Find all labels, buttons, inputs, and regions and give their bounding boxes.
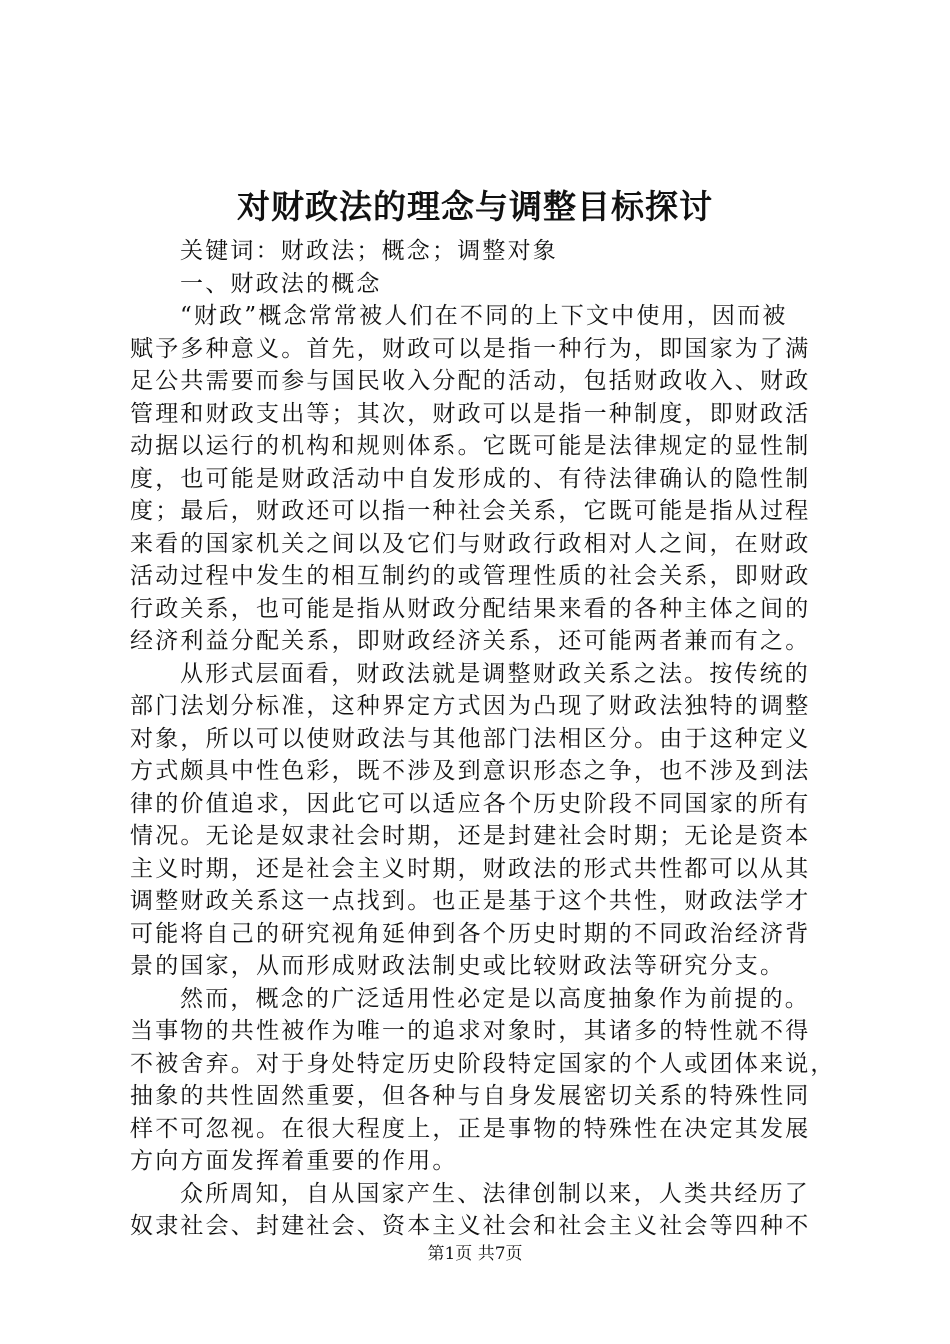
document-body xyxy=(130,235,836,1243)
paragraph-line: 度，也可能是财政活动中自发形成的、有待法律确认的隐性制 xyxy=(130,465,811,492)
paragraph-line: 动据以运行的机构和规则体系。它既可能是法律规定的显性制 xyxy=(130,433,811,459)
paragraph-line: 然而，概念的广泛适用性必定是以高度抽象作为前提的。 xyxy=(180,985,810,1012)
paragraph-line: 行政关系，也可能是指从财政分配结果来看的各种主体之间的 xyxy=(130,595,811,622)
paragraph-line: 众所周知，自从国家产生、法律创制以来，人类共经历了 xyxy=(180,1180,810,1207)
paragraph-line: 来看的国家机关之间以及它们与财政行政相对人之间，在财政 xyxy=(130,530,811,557)
paragraph-line: 足公共需要而参与国民收入分配的活动，包括财政收入、财政 xyxy=(130,368,811,394)
paragraph-line: 调整财政关系这一点找到。也正是基于这个共性，财政法学才 xyxy=(130,888,811,914)
paragraph-line: 情况。无论是奴隶社会时期，还是封建社会时期；无论是资本 xyxy=(130,823,811,849)
section-heading: 一、财政法的概念 xyxy=(180,270,382,297)
paragraph-line: 度；最后，财政还可以指一种社会关系，它既可能是指从过程 xyxy=(130,498,811,524)
paragraph-line: 赋予多种意义。首先，财政可以是指一种行为，即国家为了满 xyxy=(130,335,811,362)
paragraph-line: 样不可忽视。在很大程度上，正是事物的特殊性在决定其发展 xyxy=(130,1115,811,1142)
keywords-line: 关键词：财政法；概念；调整对象 xyxy=(180,238,558,264)
paragraph-line: 当事物的共性被作为唯一的追求对象时，其诸多的特性就不得 xyxy=(130,1018,811,1044)
paragraph-line: 不被舍弃。对于身处特定历史阶段特定国家的个人或团体来说， xyxy=(130,1050,836,1077)
paragraph-line: 经济利益分配关系，即财政经济关系，还可能两者兼而有之。 xyxy=(130,628,811,654)
page-number-footer: 第1页 共7页 xyxy=(427,1244,523,1264)
paragraph-line: 景的国家，从而形成财政法制史或比较财政法等研究分支。 xyxy=(130,953,786,979)
paragraph-line: 方向方面发挥着重要的作用。 xyxy=(130,1148,458,1174)
paragraph-line: 对象，所以可以使财政法与其他部门法相区分。由于这种定义 xyxy=(130,725,811,752)
paragraph-line: 主义时期，还是社会主义时期，财政法的形式共性都可以从其 xyxy=(130,855,811,882)
paragraph-line: 活动过程中发生的相互制约的或管理性质的社会关系，即财政 xyxy=(130,563,811,589)
paragraph-line: 抽象的共性固然重要，但各种与自身发展密切关系的特殊性同 xyxy=(130,1083,811,1109)
paragraph-line: 从形式层面看，财政法就是调整财政关系之法。按传统的 xyxy=(180,660,810,687)
paragraph-line: 方式颇具中性色彩，既不涉及到意识形态之争，也不涉及到法 xyxy=(130,758,811,784)
paragraph-line: 管理和财政支出等；其次，财政可以是指一种制度，即财政活 xyxy=(130,400,811,427)
document-title: 对财政法的理念与调整目标探讨 xyxy=(237,187,713,226)
paragraph-line: “财政”概念常常被人们在不同的上下文中使用，因而被 xyxy=(180,303,788,329)
paragraph-line: 奴隶社会、封建社会、资本主义社会和社会主义社会等四种不 xyxy=(130,1213,811,1239)
paragraph-line: 部门法划分标准，这种界定方式因为凸现了财政法独特的调整 xyxy=(130,693,811,719)
paragraph-line: 律的价值追求，因此它可以适应各个历史阶段不同国家的所有 xyxy=(130,790,811,817)
paragraph-line: 可能将自己的研究视角延伸到各个历史时期的不同政治经济背 xyxy=(130,920,811,947)
